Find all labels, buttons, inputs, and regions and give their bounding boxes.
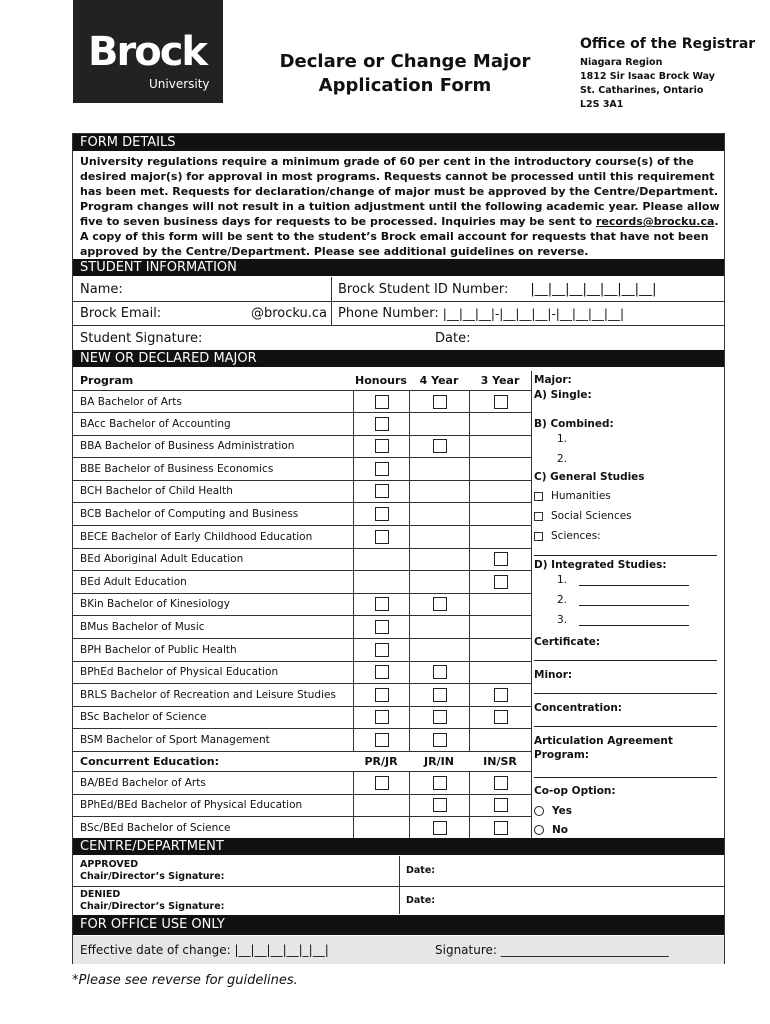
program-cell [353,503,409,525]
program-checkbox[interactable] [375,597,389,611]
details-text-1: University regulations require a minimum grade of 60 per cent in the introductory course(s) of the desired major(s) for approval in most programs. Requests cannot be processed until this requirement has been met. Requests for declaration/change of major must be approved by the Centre/Department. Program changes will not result in a tuition adjustment until the following academic year. Please allow five to seven business days for requests to be processed. Inquiries may be sent to [80,155,720,228]
title-line-1: Declare or Change Major [279,51,531,72]
program-cell [409,458,469,480]
program-cell [353,706,409,728]
program-cell [469,729,531,751]
combined-major-label: B) Combined: [534,418,614,430]
concentration-line[interactable] [534,726,717,727]
program-cell [353,526,409,548]
program-checkbox[interactable] [375,688,389,702]
sciences-option[interactable] [534,530,601,542]
program-name: BSc/BEd Bachelor of Science [80,821,231,834]
program-cell [409,435,469,457]
single-major-label: A) Single: [534,389,592,401]
program-checkbox[interactable] [375,484,389,498]
program-cell [353,571,409,593]
program-cell [469,548,531,570]
denied-date-label: Date: [406,894,436,906]
program-checkbox[interactable] [433,688,447,702]
title-line-2: Application Form [318,75,492,96]
program-checkbox[interactable] [375,462,389,476]
program-row [73,684,531,707]
program-checkbox[interactable] [433,439,447,453]
integrated-2-line[interactable] [579,605,689,606]
approved-row [73,856,724,887]
program-cell [469,435,531,457]
humanities-option[interactable] [534,490,611,502]
denied-label: DENIED [80,888,121,900]
signature-field[interactable] [73,326,413,350]
office-heading: Office of the Registrar [580,36,756,52]
program-checkbox[interactable] [375,733,389,747]
office-line: 1812 Sir Isaac Brock Way [580,71,715,82]
general-studies-label: C) General Studies [534,471,645,483]
social-sciences-option[interactable] [534,510,632,522]
form-details-text [80,154,720,259]
coop-yes-option[interactable] [534,805,572,817]
program-name: BCB Bachelor of Computing and Business [80,508,299,520]
program-cell [353,817,409,839]
program-cell [469,616,531,638]
program-cell [469,458,531,480]
program-name: BSM Bachelor of Sport Management [80,734,270,746]
combined-1: 1. [557,433,568,445]
sciences-label: Sciences: [551,530,601,542]
program-checkbox[interactable] [375,530,389,544]
program-row [73,571,531,594]
program-row [73,435,531,458]
program-cell [409,639,469,661]
program-cell [409,684,469,706]
office-signature-label: Signature: ____________________________ [435,943,669,957]
program-cell [409,571,469,593]
program-cell [409,772,469,794]
phone-field[interactable] [331,302,724,325]
program-name: BKin Bachelor of Kinesiology [80,598,230,611]
col-insr: IN/SR [483,754,517,768]
footnote: *Please see reverse for guidelines. [72,973,298,988]
program-row [73,390,531,413]
program-checkbox[interactable] [494,575,508,589]
program-row [73,639,531,662]
denied-signature-field[interactable] [73,887,399,914]
social-sciences-checkbox[interactable] [534,512,543,521]
program-name: BEd Aboriginal Adult Education [80,553,244,566]
concurrent-label: Concurrent Education: [80,754,220,768]
form-title [270,50,540,98]
program-name: BPhEd/BEd Bachelor of Physical Education [80,799,303,812]
program-cell [353,661,409,683]
program-name: BCH Bachelor of Child Health [80,485,233,498]
program-table-header [73,371,531,390]
effective-date-label: Effective date of change: |__|__|__|__|_|__| [80,943,329,957]
program-row [73,480,531,503]
program-name: BA Bachelor of Arts [80,396,182,408]
program-cell [469,706,531,728]
program-checkbox[interactable] [494,798,508,812]
integrated-studies-label: D) Integrated Studies: [534,559,667,571]
program-name: BRLS Bachelor of Recreation and Leisure Studies [80,688,336,701]
humanities-checkbox[interactable] [534,492,543,501]
program-checkbox[interactable] [375,439,389,453]
program-cell [469,772,531,794]
email-label: Brock Email: [80,306,162,321]
denied-signature-label: Chair/Director’s Signature: [80,900,225,912]
program-cell [469,526,531,548]
program-name: BEd Adult Education [80,575,187,588]
program-name: BBE Bachelor of Business Economics [80,462,274,475]
section-centre-department: CENTRE/DEPARTMENT [73,838,724,855]
office-line: St. Catharines, Ontario [580,85,704,96]
section-office-use: FOR OFFICE USE ONLY [73,915,724,935]
program-checkbox[interactable] [433,776,447,790]
concurrent-header [73,752,531,772]
combined-2: 2. [557,453,568,465]
minor-label: Minor: [534,669,573,681]
program-cell [409,661,469,683]
program-cell [353,772,409,794]
concentration-label: Concentration: [534,702,623,714]
col-3year: 3 Year [480,374,520,387]
program-cell [353,458,409,480]
application-form [72,133,725,964]
program-checkbox[interactable] [433,395,447,409]
approved-signature-field[interactable] [73,856,399,886]
program-checkbox[interactable] [375,665,389,679]
program-row [73,729,531,752]
office-signature-field[interactable] [428,936,724,964]
program-name: BECE Bachelor of Early Childhood Education [80,530,313,543]
program-cell [353,391,409,413]
program-cell [409,526,469,548]
program-cell [353,480,409,502]
program-row [73,661,531,684]
program-cell [409,706,469,728]
office-line: Niagara Region [580,57,663,68]
student-id-field[interactable] [331,277,724,301]
name-field[interactable] [73,277,333,301]
program-name: BMus Bachelor of Music [80,621,205,633]
integrated-3: 3. [557,614,568,626]
program-cell [409,817,469,839]
program-cell [469,661,531,683]
program-cell [409,480,469,502]
signature-label: Student Signature: [80,330,203,346]
program-cell [409,593,469,615]
program-checkbox[interactable] [494,552,508,566]
program-checkbox[interactable] [433,798,447,812]
program-checkbox[interactable] [375,643,389,657]
student-row-1 [73,277,724,302]
denied-row [73,887,724,914]
records-email-link[interactable]: records@brocku.ca [595,215,715,228]
integrated-1-line[interactable] [579,585,689,586]
section-student-information: STUDENT INFORMATION [73,259,724,276]
program-checkbox[interactable] [494,776,508,790]
col-honours: Honours [355,374,407,387]
program-cell [409,794,469,816]
integrated-3-line[interactable] [579,625,689,626]
program-checkbox[interactable] [375,507,389,521]
program-cell [409,503,469,525]
coop-no-label: No [552,824,569,836]
coop-yes-label: Yes [552,805,573,817]
program-name: BSc Bachelor of Science [80,711,207,724]
program-checkbox[interactable] [494,395,508,409]
program-name: BBA Bachelor of Business Administration [80,440,295,453]
brock-logo [73,0,223,103]
integrated-2: 2. [557,594,568,606]
program-checkbox[interactable] [433,821,447,835]
office-use-row [73,936,724,964]
coop-no-option[interactable] [534,824,568,836]
student-id-label: Brock Student ID Number: [338,281,509,297]
articulation-label-1: Articulation Agreement [534,735,673,747]
col-4year: 4 Year [419,374,459,387]
approved-date-label: Date: [406,865,436,876]
humanities-label: Humanities [551,490,611,502]
program-cell [353,684,409,706]
program-cell [469,503,531,525]
approved-label: APPROVED [80,859,139,870]
program-cell [469,593,531,615]
program-checkbox[interactable] [375,395,389,409]
program-cell [353,616,409,638]
program-checkbox[interactable] [433,665,447,679]
program-checkbox[interactable] [494,710,508,724]
student-id-blanks: |__|__|__|__|__|__|__| [530,281,657,297]
concurrent-row [73,794,531,817]
program-cell [409,729,469,751]
concurrent-row [73,772,531,795]
certificate-label: Certificate: [534,636,601,648]
certificate-line[interactable] [534,660,717,661]
email-suffix: @brocku.ca [250,306,327,321]
section-new-major: NEW OR DECLARED MAJOR [73,350,724,367]
col-prjr: PR/JR [364,754,398,768]
program-cell [353,548,409,570]
program-cell [409,548,469,570]
sciences-checkbox[interactable] [534,532,543,541]
program-row [73,503,531,526]
program-cell [353,639,409,661]
program-name: BPhEd Bachelor of Physical Education [80,666,279,679]
program-cell [469,639,531,661]
section-form-details: FORM DETAILS [73,134,724,151]
program-checkbox[interactable] [375,417,389,431]
program-cell [409,616,469,638]
articulation-label-2: Program: [534,749,590,761]
registrar-address [580,36,755,112]
program-cell [469,391,531,413]
program-checkbox[interactable] [494,821,508,835]
student-row-3 [73,326,724,350]
program-checkbox[interactable] [375,776,389,790]
program-checkbox[interactable] [433,710,447,724]
minor-line[interactable] [534,693,717,694]
program-cell [469,480,531,502]
program-row [73,593,531,616]
program-cell [409,413,469,435]
coop-no-radio[interactable] [534,825,544,835]
program-name: BAcc Bachelor of Accounting [80,417,231,430]
program-row [73,616,531,639]
phone-blanks: |__|__|__|-|__|__|__|-|__|__|__|__| [442,306,624,321]
program-cell [469,794,531,816]
details-text-2: . A copy of this form will be sent to the student’s Brock email account for requests that have not been approved by the Centre/Department. Please see additional guidelines on reverse. [80,215,719,258]
program-cell [353,435,409,457]
program-cell [469,817,531,839]
program-row [73,706,531,729]
phone-label: Phone Number: [338,306,439,321]
student-date-field[interactable] [428,326,724,350]
logo-sub: University [149,77,210,91]
student-row-2 [73,302,724,326]
program-cell [469,571,531,593]
name-label: Name: [80,281,123,297]
program-row [73,526,531,549]
effective-date-field[interactable] [73,936,428,964]
denied-date-field[interactable] [399,887,724,914]
program-cell [353,729,409,751]
program-cell [469,413,531,435]
email-field[interactable] [73,302,331,325]
program-checkbox[interactable] [494,688,508,702]
program-row [73,458,531,481]
logo-brand: Brock [88,29,207,75]
coop-yes-radio[interactable] [534,806,544,816]
office-line: L2S 3A1 [580,99,624,110]
student-date-label: Date: [435,330,471,346]
program-cell [353,794,409,816]
program-row [73,548,531,571]
concurrent-row [73,817,531,840]
program-row [73,413,531,436]
approved-signature-label: Chair/Director’s Signature: [80,871,225,882]
approved-date-field[interactable] [399,856,724,886]
social-sciences-label: Social Sciences [551,510,632,522]
program-checkbox[interactable] [375,710,389,724]
integrated-1: 1. [557,574,568,586]
program-cell [469,684,531,706]
articulation-line[interactable] [534,777,717,778]
coop-label: Co-op Option: [534,785,616,797]
major-label: Major: [534,374,572,386]
col-jrin: JR/IN [424,754,454,768]
program-checkbox[interactable] [433,597,447,611]
program-checkbox[interactable] [375,620,389,634]
program-name: BPH Bachelor of Public Health [80,643,237,656]
program-cell [353,593,409,615]
col-program: Program [80,374,134,387]
program-cell [353,413,409,435]
program-checkbox[interactable] [433,733,447,747]
program-name: BA/BEd Bachelor of Arts [80,776,206,789]
program-cell [409,391,469,413]
